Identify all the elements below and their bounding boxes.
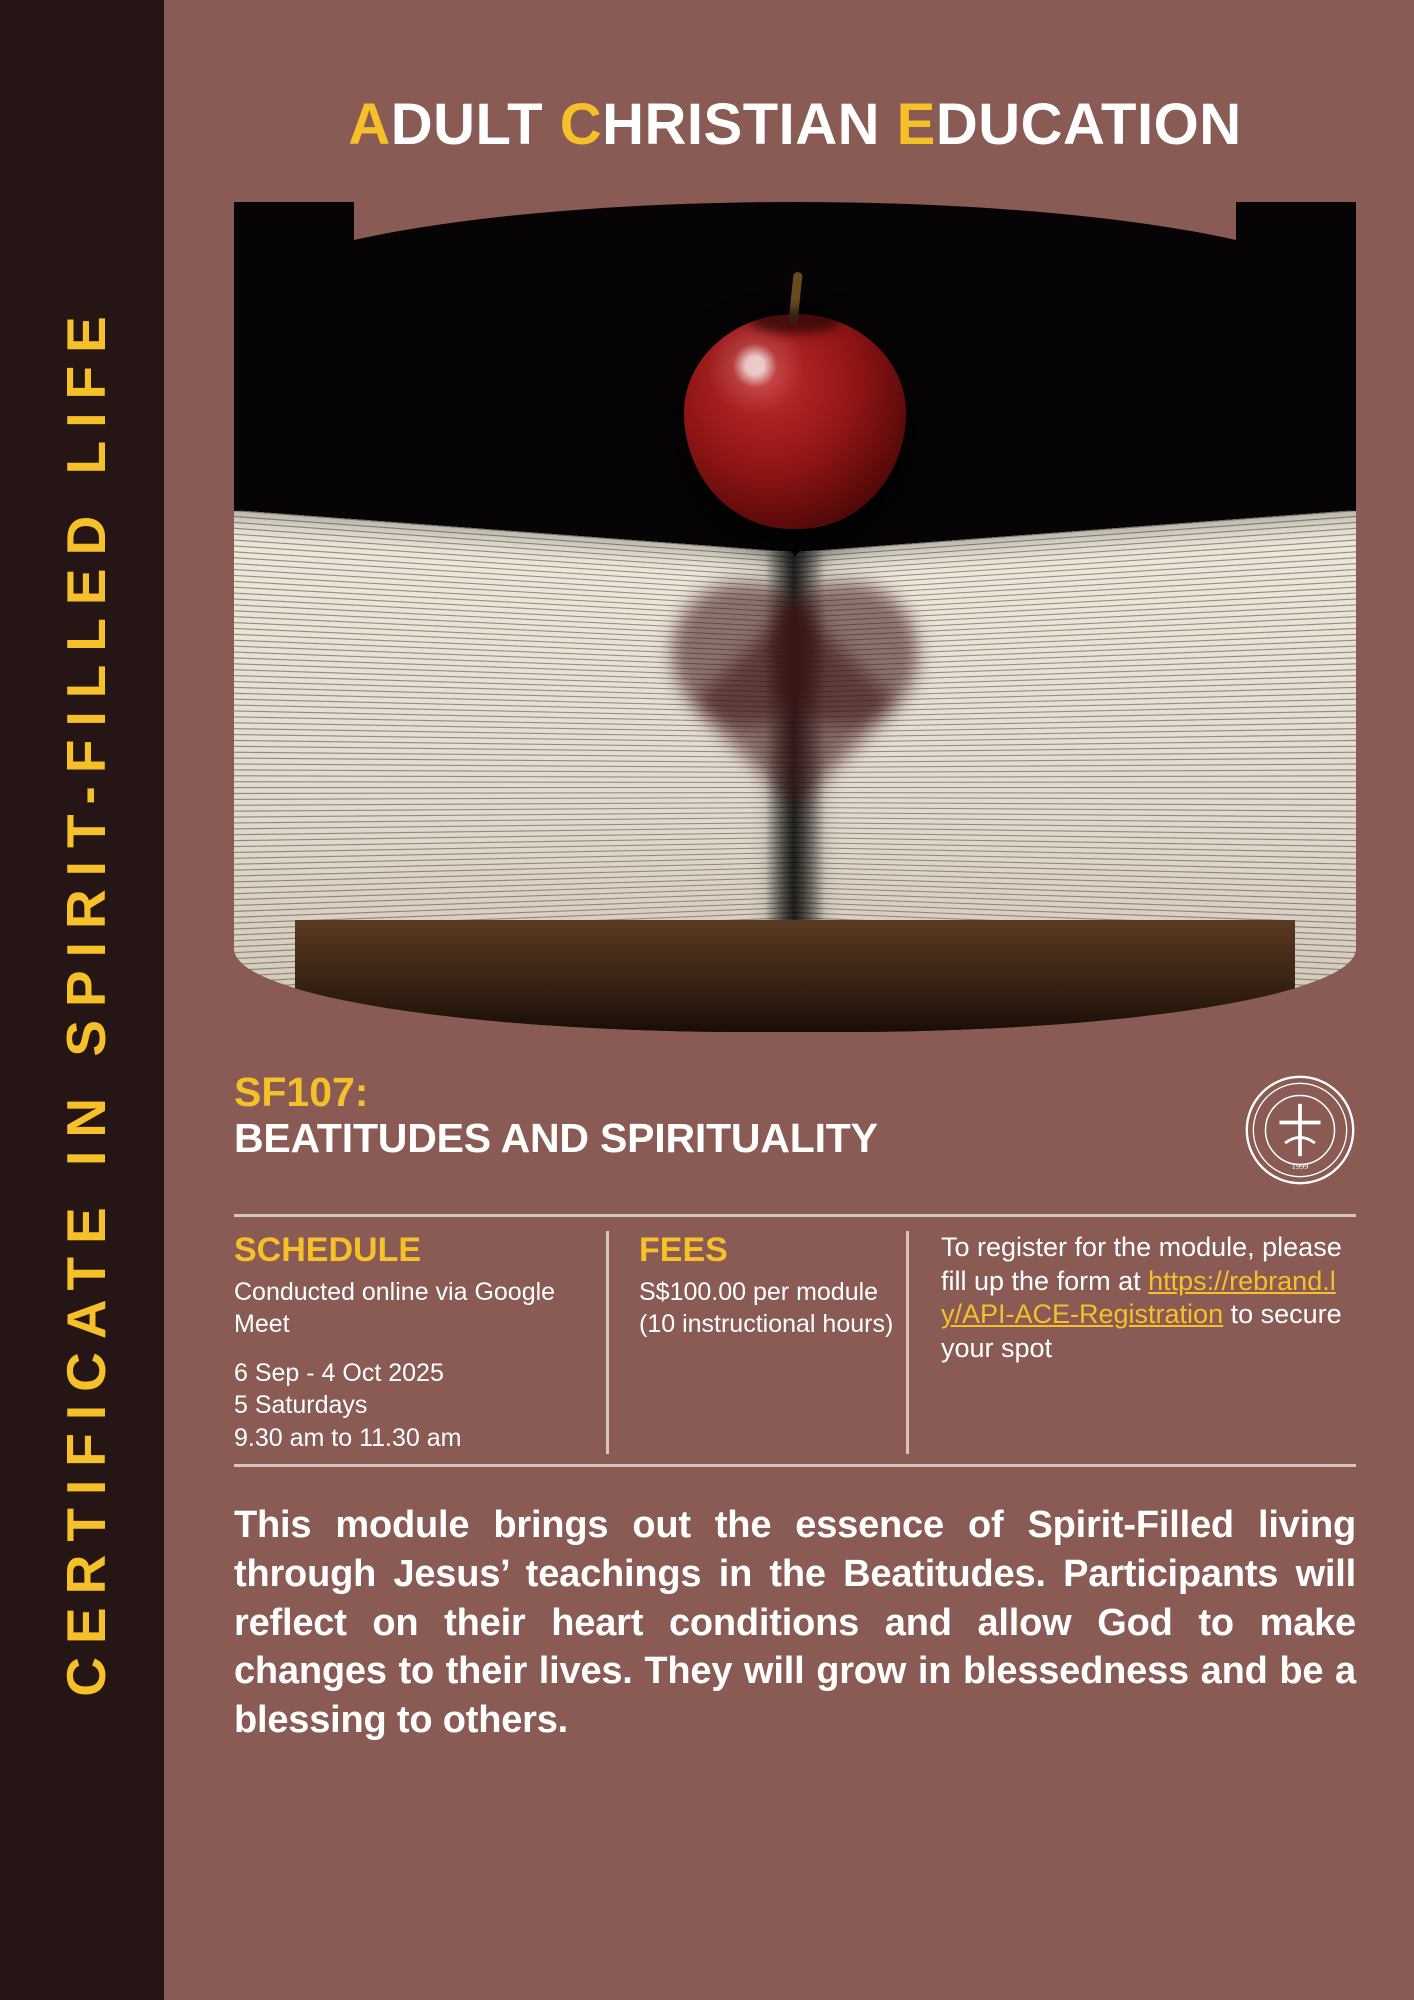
registration-link[interactable]: https://rebrand.ly/API-ACE-Registration [941, 1265, 1336, 1330]
title-letter-a: A [348, 92, 391, 157]
schedule-heading: SCHEDULE [234, 1230, 422, 1269]
schedule-spacer [234, 1341, 588, 1357]
info-bar [234, 1217, 1356, 1465]
apple-stem-dimple [750, 308, 840, 334]
fees-amount: S$100.00 per module [639, 1277, 879, 1306]
title-word-education: DUCATION [935, 92, 1242, 157]
module-title-text [234, 1070, 878, 1162]
divider-bottom [234, 1464, 1356, 1467]
registration-line2: to secure your spot [941, 1299, 1342, 1364]
fees-column [606, 1231, 906, 1455]
main-column [172, 0, 1414, 2000]
hero-image [234, 202, 1356, 1032]
module-title-row [234, 1070, 1356, 1186]
registration-column [906, 1231, 1356, 1455]
title-letter-e: E [896, 92, 936, 157]
title-word-christian: HRISTIAN [602, 92, 897, 157]
institute-seal-icon [1244, 1074, 1356, 1186]
module-description: This module brings out the essence of Spirit-Filled living through Jesus’ teachings in the Beatitudes. Participants will reflect on their heart conditions and allow God to make changes to their lives. They will grow in blessedness and be a blessing to others. [234, 1504, 1356, 1741]
apple-illustration [684, 314, 906, 529]
schedule-column [234, 1231, 606, 1455]
module-code: SF107: [234, 1068, 369, 1115]
bible-cover [295, 920, 1295, 1032]
svg-text:1999: 1999 [1291, 1162, 1309, 1172]
schedule-sessions: 5 Saturdays [234, 1391, 368, 1420]
page-title [234, 0, 1356, 156]
sidebar-strip [0, 0, 172, 2000]
hero-photo-frame [234, 202, 1356, 1032]
title-word-adult: DULT [390, 92, 560, 157]
module-name: BEATITUDES AND SPIRITUALITY [234, 1114, 878, 1161]
hero-arc-left [234, 202, 354, 332]
schedule-dates: 6 Sep - 4 Oct 2025 [234, 1358, 444, 1387]
schedule-mode: Conducted online via Google Meet [234, 1277, 556, 1339]
registration-instructions [941, 1231, 1356, 1366]
strip-divider [164, 0, 172, 2000]
fees-heading: FEES [639, 1230, 728, 1269]
schedule-time: 9.30 am to 11.30 am [234, 1423, 462, 1452]
registration-line1: To register for the module, please fill up the form at [941, 1231, 1342, 1296]
certificate-vertical-title: CERTIFICATE IN SPIRIT-FILLED LIFE [55, 303, 117, 1697]
title-letter-c: C [559, 92, 603, 157]
hero-arc-right [1236, 202, 1356, 332]
fees-note: (10 instructional hours) [639, 1310, 894, 1339]
